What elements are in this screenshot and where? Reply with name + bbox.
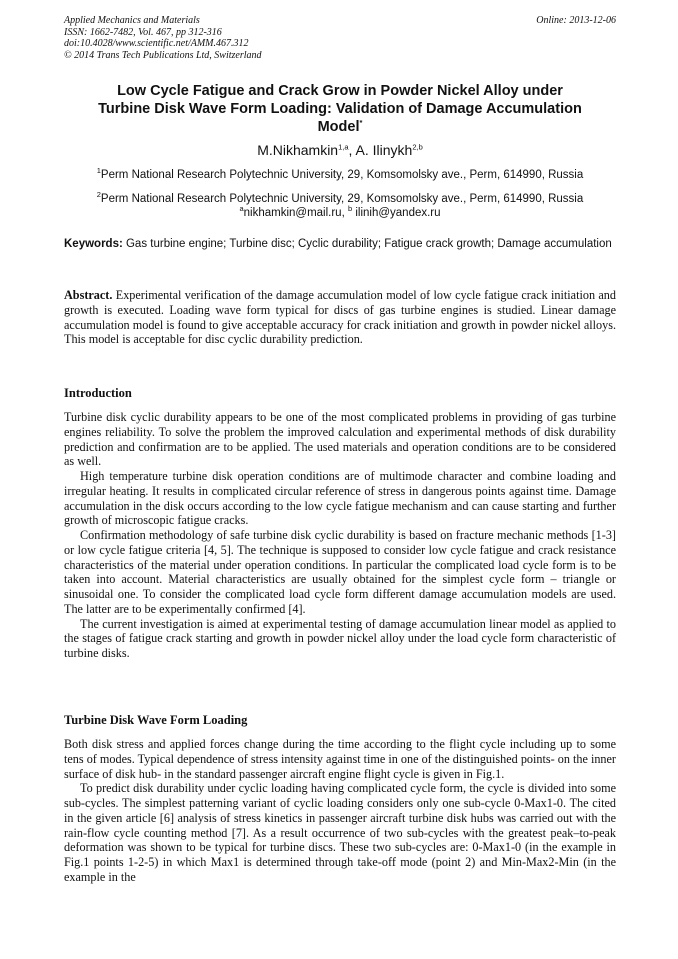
journal-name: Applied Mechanics and Materials [64,15,200,26]
email-a[interactable]: nikhamkin@mail.ru, [243,207,348,219]
paragraph: To predict disk durability under cyclic loading having complicated cycle form, the cycle is divided into some sub-cycles. The simplest patterning variant of cyclic loading considers only one sub-cycle 0-Max1-0. The cited in the given article [6] analysis of stress kinetics in passenger aircraft turbine disk hubs was carried out with the rain-flow cycle counting method [7]. As a result occurrence of two sub-cycles with the greatest peak–to-peak deformation was shown to be typical for turbine discs. These two sub-cycles are: 0-Max1-0 (in the example in Fig.1 points 1-2-5) in which Max1 is determined through take-off mode (point 2) and Min-Max2-Min (in the example in the [64,781,616,884]
email-b-mark: b [347,204,353,214]
copyright-line: © 2014 Trans Tech Publications Ltd, Switzerland [64,49,262,61]
author-1-affiliation: 1,a [338,142,349,152]
affiliation-2 [64,192,616,220]
keywords [64,237,616,252]
wave-form-body [64,737,616,885]
affiliation-2-mark: 2 [96,190,101,200]
title-footnote-mark: * [359,118,363,128]
keywords-text: Gas turbine engine; Turbine disc; Cyclic durability; Fatigue crack growth; Damage accumulation [122,238,612,250]
section-heading-wave-form: Turbine Disk Wave Form Loading [64,713,248,727]
paragraph: Confirmation methodology of safe turbine disk cyclic durability is based on fracture mechanic methods [1-3] or low cycle fatigue criteria [4, 5]. The technique is supposed to consider low cycle fatigue and crack resistance characteristics of the material under operation conditions. In particular the complicated load cycle form is to be taken into account. Material characteristics are usually obtained for the simplest cycle form – triangle or sinusoidal one. To consider the complicated load cycle form different damage accumulation models are used. The latter are to be experimentally confirmed [4]. [64,528,616,616]
affiliation-1-mark: 1 [96,166,101,176]
paragraph: High temperature turbine disk operation conditions are of multimode character and combine loading and irregular heating. It results in complicated circular reference of stress in dangerous points against time. Damage accumulation in the disk occurs according to the low cycle fatigue mechanism and can cause starting and further growth of microscopic fatigue cracks. [64,469,616,528]
abstract [64,288,616,347]
paper-title [64,82,616,136]
author-2-affiliation: 2,b [412,142,423,152]
affiliation-1-text: Perm National Research Polytechnic University, 29, Komsomolsky ave., Perm, 614990, Russia [100,169,584,181]
doi-line: doi:10.4028/www.scientific.net/AMM.467.312 [64,38,249,49]
section-heading-introduction: Introduction [64,386,132,400]
running-header [64,15,616,61]
email-a-mark: a [239,204,244,214]
title-line-2: Turbine Disk Wave Form Loading: Validation of Damage Accumulation [98,101,582,117]
author-1: M.Nikhamkin [257,142,339,158]
abstract-text: Experimental verification of the damage accumulation model of low cycle fatigue crack initiation and growth is executed. Loading wave form typical for discs of gas turbine engines is studied. Linear damage accumulation model is found to give acceptable accuracy for crack initiation and growth in powder nickel alloys. This model is acceptable for disc cyclic durability prediction. [64,288,616,347]
paragraph: Turbine disk cyclic durability appears to be one of the most complicated problems in providing of gas turbine engines reliability. To solve the problem the improved calculation and experimental methods of disk durability prediction and confirmation are to be applied. The used materials and operation conditions are to be considered as well. [64,410,616,469]
author-separator: , [348,142,356,158]
author-2: A. Ilinykh [355,142,413,158]
issn-line: ISSN: 1662-7482, Vol. 467, pp 312-316 [64,26,222,38]
title-line-1: Low Cycle Fatigue and Crack Grow in Powder Nickel Alloy under [117,83,563,99]
author-emails [64,206,616,220]
abstract-label: Abstract. [64,288,113,302]
title-line-3: Model [317,119,360,135]
introduction-body [64,410,616,661]
author-list [64,142,616,158]
keywords-label: Keywords: [64,238,123,250]
paragraph: The current investigation is aimed at experimental testing of damage accumulation linear model as applied to the stages of fatigue crack starting and growth in powder nickel alloy under the load cycle form characteristic of turbine disks. [64,616,616,660]
online-date: Online: 2013-12-06 [536,15,616,26]
email-b[interactable]: ilinih@yandex.ru [352,207,441,219]
paragraph: Both disk stress and applied forces change during the time according to the flight cycle including up to some tens of modes. Typical dependence of stress intensity against time in one of the distinguished points- on the inner surface of disk hub- in the standard passenger aircraft engine flight cycle is given in Fig.1. [64,737,616,781]
affiliation-1 [64,168,616,182]
affiliation-2-text: Perm National Research Polytechnic University, 29, Komsomolsky ave., Perm, 614990, Russia [100,193,584,205]
